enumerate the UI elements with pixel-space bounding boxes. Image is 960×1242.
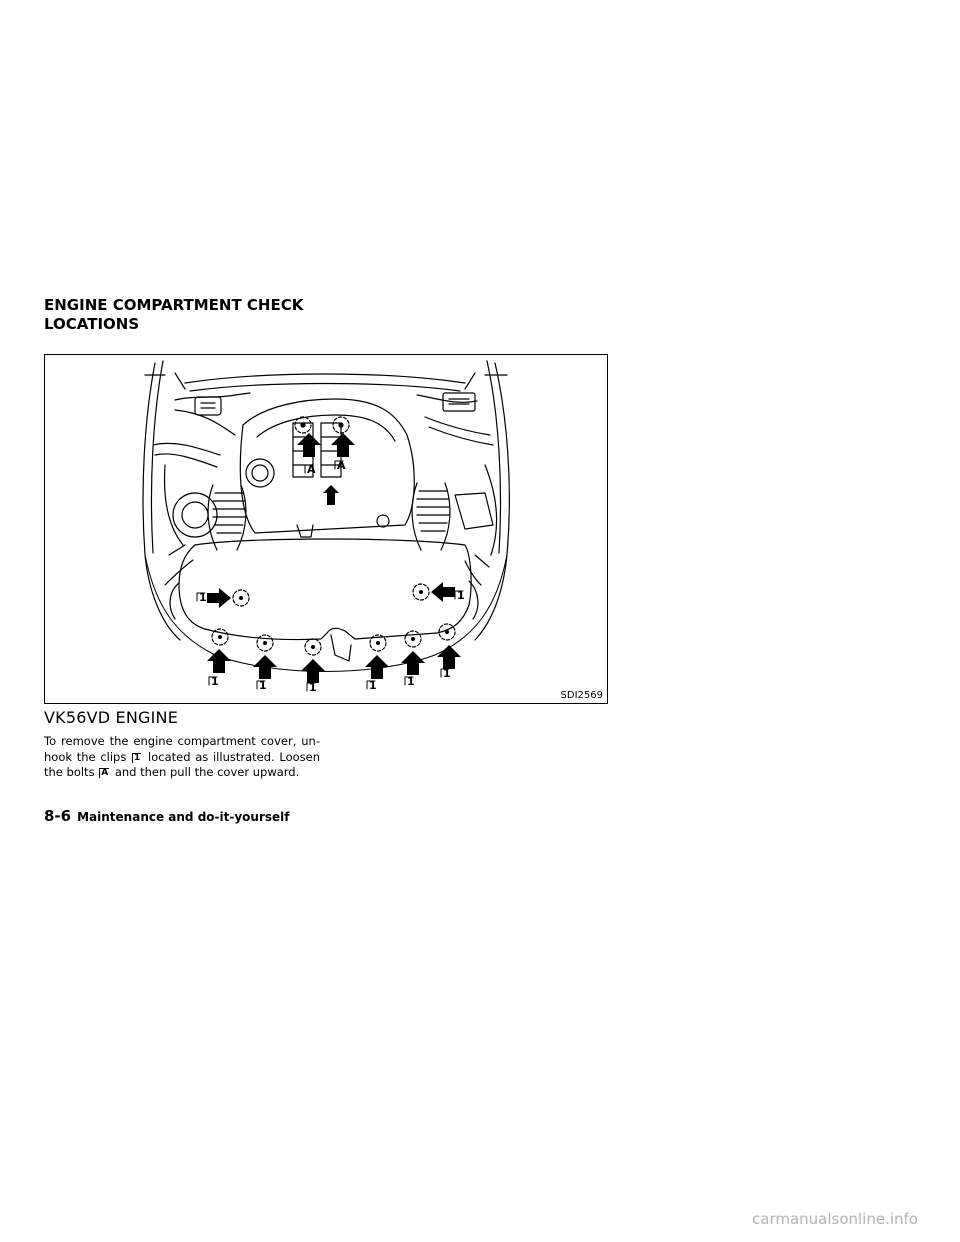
engine-compartment-illustration [44, 354, 608, 704]
bolt-label-a-right: A [337, 459, 346, 472]
section-title-line-2: LOCATIONS [44, 315, 140, 333]
clip-label-left-side: 1 [199, 591, 207, 604]
instruction-paragraph [44, 734, 320, 781]
clip-label-bottom-2: 1 [259, 679, 267, 692]
clip-label-bottom-4: 1 [369, 679, 377, 692]
instruction-text-1: To remove the engine compartment cover, un-hook the clips [44, 734, 320, 764]
watermark-link[interactable]: carmanualsonline.info [752, 1210, 918, 1228]
clip-label-bottom-3: 1 [309, 681, 317, 694]
clip-label-right-side: 1 [457, 589, 465, 602]
clip-label-bottom-1: 1 [211, 675, 219, 688]
figure-code: SDI2569 [560, 690, 603, 701]
bolt-label-a-left: A [307, 463, 316, 476]
instruction-text-2: located as illustrated. Loosen the bolts [44, 749, 321, 779]
section-title-line-1: ENGINE COMPARTMENT CHECK [44, 296, 304, 314]
clip-label-bottom-6: 1 [443, 667, 451, 680]
page-footer [44, 806, 290, 825]
subheading: VK56VD ENGINE [44, 708, 179, 727]
page-number: 8-6 [44, 807, 72, 825]
clip-label-bottom-5: 1 [407, 675, 415, 688]
engine-line-drawing [45, 355, 608, 704]
bolt-reference-badge: A [101, 768, 109, 778]
chapter-title: Maintenance and do-it-yourself [77, 810, 290, 824]
section-title [44, 296, 444, 334]
clip-reference-badge: 1 [134, 752, 141, 763]
instruction-text-3: and then pull the cover upward. [114, 765, 300, 779]
